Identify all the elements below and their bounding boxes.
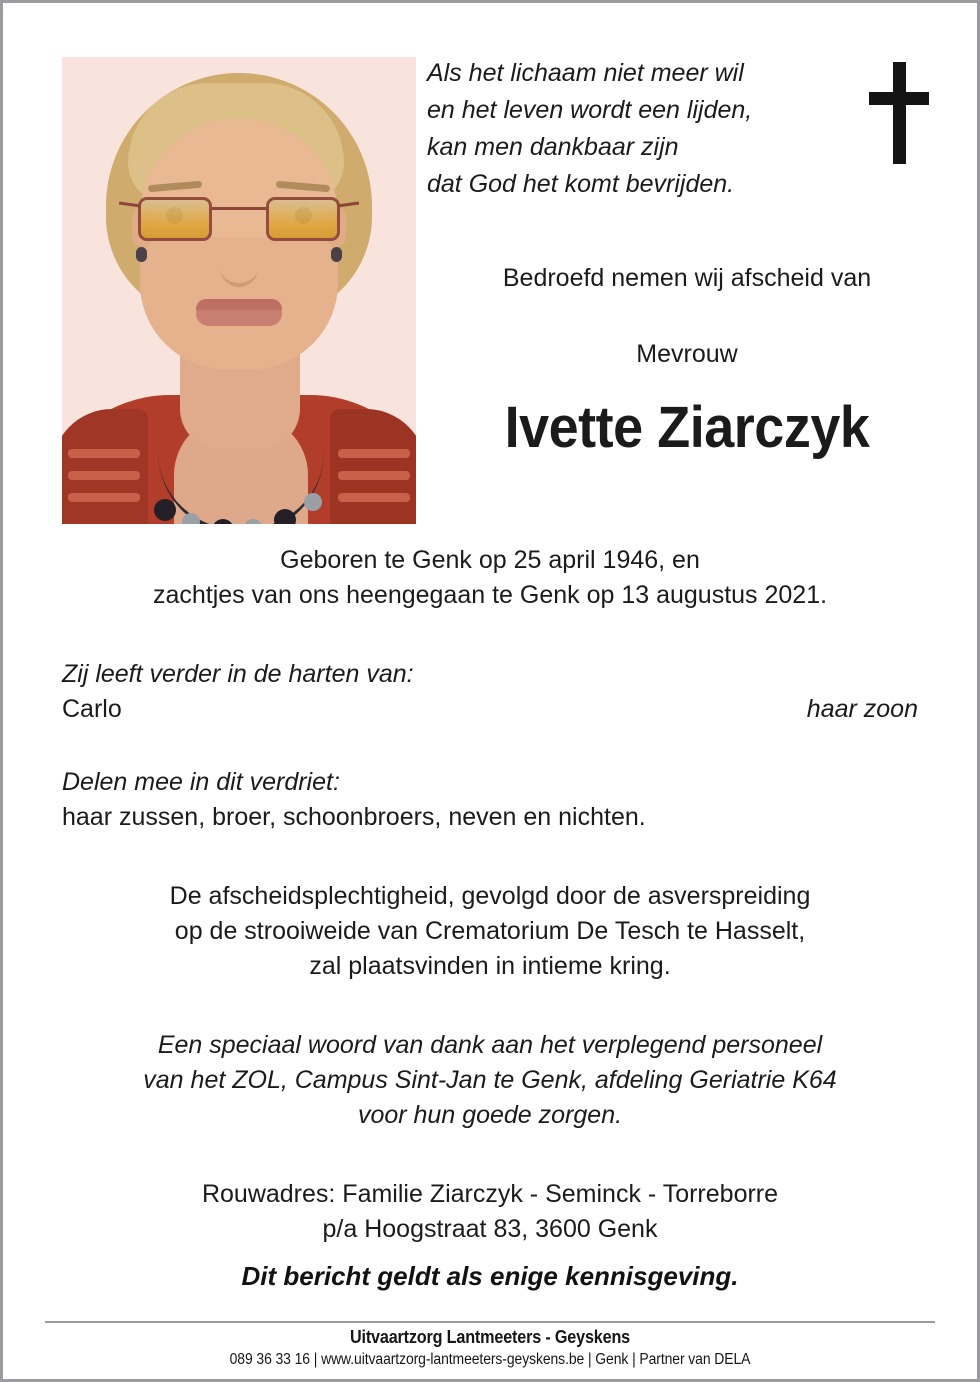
photo-earring-left	[136, 247, 147, 262]
mourning-address-line-1: Rouwadres: Familie Ziarczyk - Seminck - Torreborre	[201, 1180, 779, 1208]
photo-garment-stripe	[68, 449, 140, 458]
photo-eyeglass-bridge	[212, 207, 266, 210]
thanks-block	[62, 1028, 918, 1133]
thanks-line-1: Een speciaal woord van dank aan het verplegend personeel	[157, 1031, 823, 1059]
portrait-photo	[62, 57, 416, 524]
poem-line-1: Als het lichaam niet meer wil	[427, 59, 744, 87]
portrait-photo-frame	[62, 57, 416, 524]
cross-vertical-bar	[893, 62, 906, 164]
ceremony-line-3: zal plaatsvinden in intieme kring.	[309, 952, 671, 980]
poem-line-2: en het leven wordt een lijden,	[427, 96, 753, 124]
funeral-home-name: Uitvaartzorg Lantmeeters - Geyskens	[349, 1327, 631, 1347]
survivors-heading: Zij leeft verder in de harten van:	[62, 660, 414, 688]
ceremony-line-1: De afscheidsplechtigheid, gevolgd door de asverspreiding	[169, 882, 811, 910]
poem-line-3: kan men dankbaar zijn	[427, 133, 679, 161]
photo-garment-stripe	[68, 471, 140, 480]
birth-line: Geboren te Genk op 25 april 1946, en	[280, 546, 700, 574]
cross-horizontal-bar	[869, 92, 929, 105]
memorial-poem	[427, 55, 847, 203]
thanks-line-2: van het ZOL, Campus Sint-Jan te Genk, afdeling Geriatrie K64	[143, 1066, 837, 1094]
photo-eyeglass-lens-right	[266, 197, 340, 241]
announcement-salutation: Mevrouw	[636, 340, 738, 368]
photo-shoulder-left	[62, 409, 148, 524]
photo-garment-stripe	[338, 449, 410, 458]
photo-necklace-bead	[154, 499, 176, 521]
thanks-line-3: voor hun goede zorgen.	[357, 1101, 623, 1129]
ceremony-block	[62, 879, 918, 984]
photo-garment-stripe	[68, 493, 140, 502]
funeral-home-contact[interactable]: 089 36 33 16 | www.uitvaartzorg-lantmeeters-geyskens.be | Genk | Partner van DELA	[229, 1351, 751, 1368]
photo-eyeglass-lens-left	[138, 197, 212, 241]
survivors-block	[62, 657, 918, 727]
footer-divider	[45, 1321, 935, 1323]
announcement-block	[427, 261, 947, 459]
dates-block	[62, 543, 918, 613]
photo-nose	[220, 239, 258, 287]
mourners-heading: Delen mee in dit verdriet:	[62, 768, 340, 796]
funeral-home-footer	[45, 1327, 935, 1369]
card-body	[62, 543, 918, 1247]
ceremony-line-2: op de strooiweide van Crematorium De Tesch te Hasselt,	[174, 917, 806, 945]
survivor-row	[62, 692, 918, 727]
mourning-address-line-2: p/a Hoogstraat 83, 3600 Genk	[322, 1215, 658, 1243]
photo-garment-stripe	[338, 493, 410, 502]
mourning-address-block	[62, 1177, 918, 1247]
latin-cross-icon	[869, 62, 929, 164]
mourners-block	[62, 765, 918, 835]
death-line: zachtjes van ons heengegaan te Genk op 13 augustus 2021.	[152, 581, 828, 609]
announcement-intro: Bedroefd nemen wij afscheid van	[502, 264, 872, 292]
photo-shoulder-right	[330, 409, 416, 524]
survivor-relation: haar zoon	[806, 695, 918, 723]
photo-necklace-bead	[274, 509, 296, 524]
deceased-name: Ivette Ziarczyk	[504, 395, 870, 460]
photo-necklace-bead	[304, 493, 322, 511]
photo-garment-stripe	[338, 471, 410, 480]
card-header-area	[3, 3, 977, 525]
mourners-text: haar zussen, broer, schoonbroers, neven en nichten.	[62, 803, 646, 831]
closing-notice: Dit bericht geldt als enige kennisgeving.	[241, 1261, 739, 1291]
poem-line-4: dat God het komt bevrijden.	[427, 170, 735, 198]
survivor-name: Carlo	[62, 695, 122, 723]
photo-lower-lip	[196, 310, 282, 326]
photo-earring-right	[331, 247, 342, 262]
photo-necklace-bead	[182, 513, 200, 524]
